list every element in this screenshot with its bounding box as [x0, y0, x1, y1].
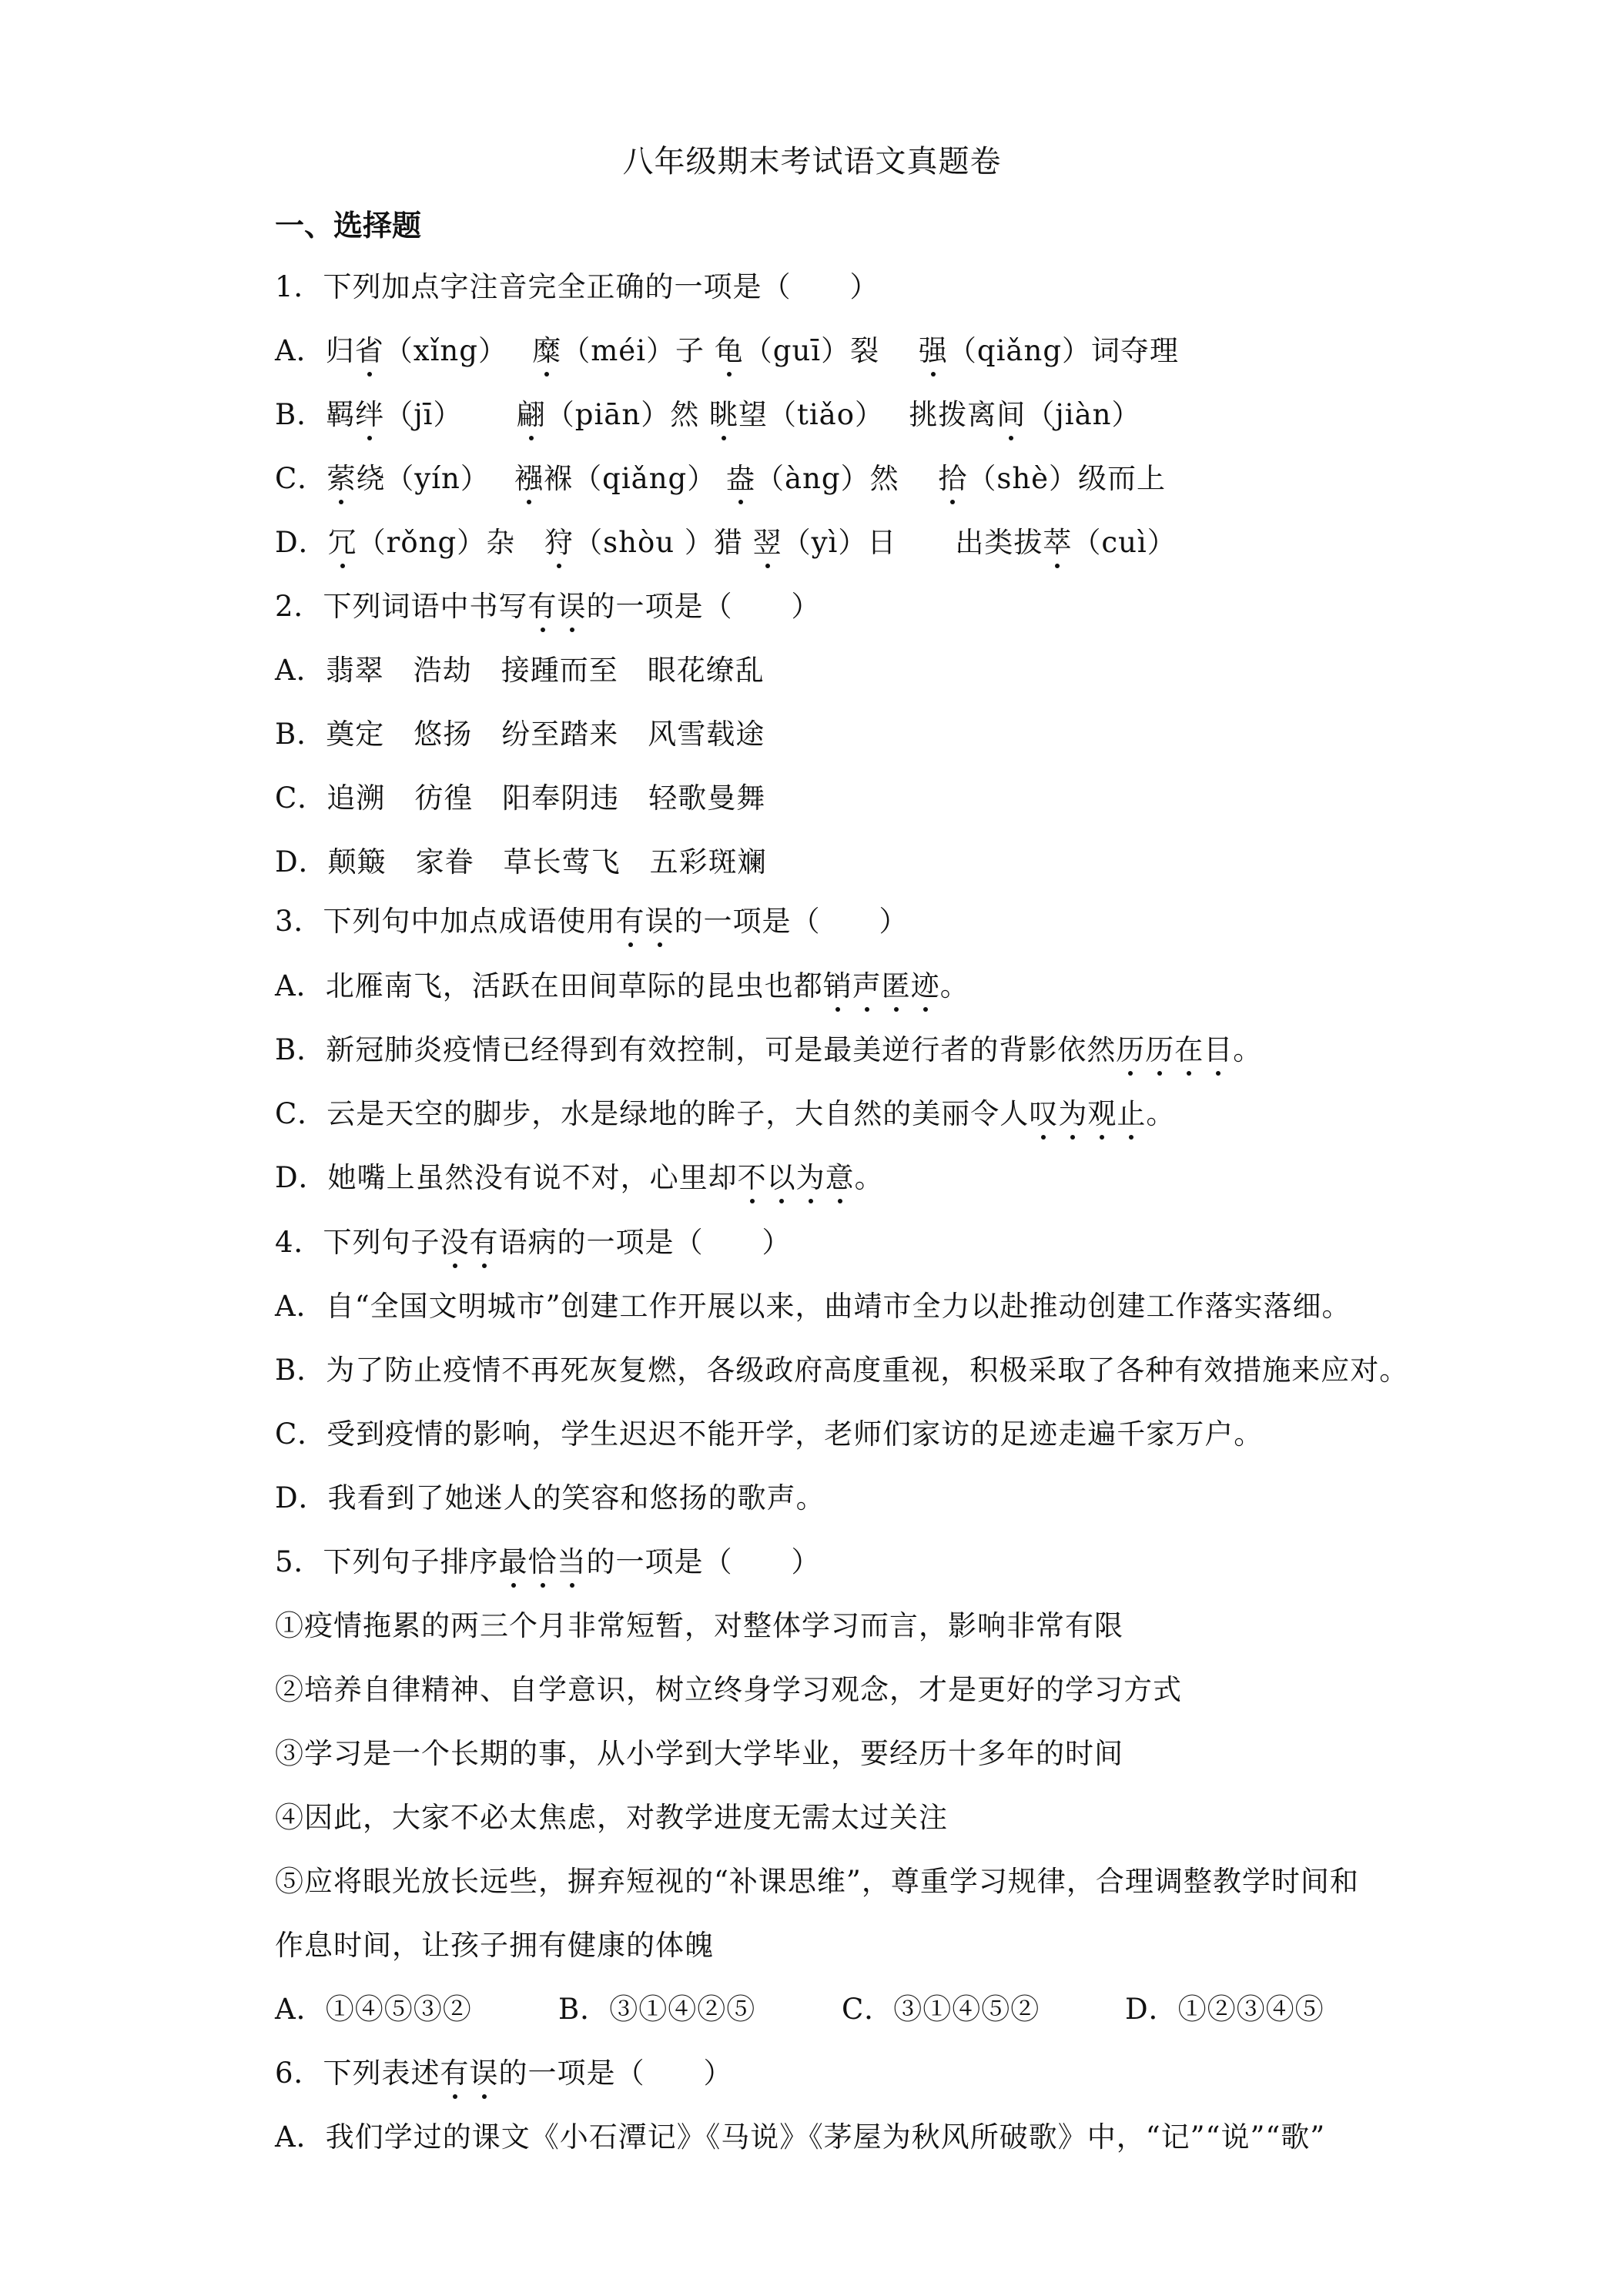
dotted-char: 以	[767, 1154, 796, 1196]
text: 2．下列词语中书写	[275, 590, 528, 623]
text: （cuì）	[1072, 526, 1177, 559]
dotted-char: 声	[852, 962, 882, 1004]
section-heading: 一、选择题	[275, 208, 422, 243]
question-4-stem	[275, 1219, 792, 1260]
text: 。	[854, 1161, 884, 1194]
text: （xǐng）	[383, 334, 533, 367]
question-3-option-a	[275, 962, 969, 1004]
dotted-char: 强	[919, 327, 948, 369]
dotted-char: 拾	[938, 455, 967, 497]
question-5-sentence-4: ④因此，大家不必太焦虑，对教学进度无需太过关注	[275, 1801, 948, 1834]
dotted-char: 萃	[1043, 519, 1072, 561]
question-5-sentence-3: ③学习是一个长期的事，从小学到大学毕业，要经历十多年的时间	[275, 1737, 1123, 1770]
question-4-option-b: B．为了防止疫情不再死灰复燃，各级政府高度重视，积极采取了各种有效措施来应对。	[275, 1354, 1409, 1387]
dotted-char: 在	[1174, 1026, 1204, 1068]
text: 绕（yín）	[356, 462, 515, 495]
question-1-option-b	[275, 391, 1140, 433]
dotted-char: 恰	[528, 1538, 558, 1580]
text: 。	[939, 969, 969, 1002]
dotted-char: 有	[616, 898, 645, 939]
question-2-option-b: B．奠定 悠扬 纷至踏来 风雪载途	[275, 718, 765, 751]
text: A．北雁南飞，活跃在田间草际的昆虫也都	[275, 969, 823, 1002]
question-5-sentence-2: ②培养自律精神、自学意识，树立终身学习观念，才是更好的学习方式	[275, 1673, 1182, 1706]
text: D．	[275, 526, 328, 559]
dotted-char: 目	[1204, 1026, 1233, 1068]
text: 望（tiǎo） 挑拨离	[738, 398, 997, 431]
text: 。	[1233, 1033, 1263, 1066]
question-1-option-a	[275, 327, 1179, 369]
question-3-option-d	[275, 1154, 884, 1196]
question-4-option-d: D．我看到了她迷人的笑容和悠扬的歌声。	[275, 1481, 825, 1514]
text: （qiǎng）词夺理	[947, 334, 1179, 367]
dotted-char: 省	[355, 327, 384, 369]
question-5-stem	[275, 1538, 821, 1580]
dotted-char: 止	[1117, 1090, 1146, 1132]
question-3-stem	[275, 898, 909, 939]
text: 的一项是（ ）	[674, 905, 909, 938]
text: （guī）裂	[743, 334, 919, 367]
question-2-option-a: A．翡翠 浩劫 接踵而至 眼花缭乱	[275, 654, 765, 687]
dotted-char: 误	[558, 583, 587, 624]
dotted-char: 为	[1058, 1090, 1087, 1132]
page-title: 八年级期末考试语文真题卷	[622, 144, 1002, 179]
text: （méi）子	[561, 334, 715, 367]
text: 的一项是（ ）	[586, 1545, 821, 1578]
text: （jī）	[384, 398, 517, 431]
dotted-char: 当	[558, 1538, 587, 1580]
dotted-char: 糜	[532, 327, 561, 369]
dotted-char: 有	[440, 2050, 470, 2091]
question-5-option-c: C．③①④⑤②	[842, 1993, 1040, 2026]
text: （shòu ）猎	[574, 526, 753, 559]
text: B．新冠肺炎疫情已经得到有效控制，可是最美逆行者的背影依然	[275, 1033, 1117, 1066]
dotted-char: 历	[1116, 1026, 1145, 1068]
question-2-option-d: D．颠簸 家眷 草长莺飞 五彩斑斓	[275, 845, 767, 879]
question-2-option-c: C．追溯 彷徨 阳奉阴违 轻歌曼舞	[275, 782, 766, 815]
dotted-char: 叹	[1029, 1090, 1058, 1132]
question-5-option-d: D．①②③④⑤	[1125, 1993, 1324, 2026]
dotted-char: 迹	[911, 962, 940, 1004]
question-5-option-a: A．①④⑤③②	[275, 1993, 472, 2026]
text: B．羁	[275, 398, 356, 431]
question-6-option-a: A．我们学过的课文《小石潭记》《马说》《茅屋为秋风所破歌》中，“记”“说”“歌”	[275, 2120, 1326, 2154]
question-3-option-c	[275, 1090, 1175, 1132]
dotted-char: 冗	[328, 519, 357, 561]
dotted-idiom	[738, 1161, 855, 1194]
question-1-option-c	[275, 455, 1166, 497]
dotted-char: 误	[470, 2050, 499, 2091]
dotted-idiom	[1116, 1033, 1233, 1066]
dotted-char: 观	[1087, 1090, 1117, 1132]
text: 的一项是（ ）	[498, 2057, 733, 2090]
dotted-char: 绊	[355, 391, 384, 433]
dotted-char: 眺	[709, 391, 738, 433]
dotted-char: 有	[470, 1219, 499, 1260]
dotted-char: 匿	[882, 962, 911, 1004]
dotted-char: 意	[825, 1154, 855, 1196]
dotted-char: 误	[645, 898, 675, 939]
question-1-option-d	[275, 519, 1177, 561]
dotted-char: 翌	[753, 519, 782, 561]
text: （àng）然	[755, 462, 939, 495]
question-5-option-b: B．③①④②⑤	[558, 1993, 756, 2026]
text: （rǒng）杂	[357, 526, 545, 559]
dotted-char: 有	[528, 583, 558, 624]
dotted-char: 龟	[715, 327, 744, 369]
text: C．云是天空的脚步，水是绿地的眸子，大自然的美丽令人	[275, 1097, 1030, 1130]
dotted-char: 狩	[544, 519, 574, 561]
question-1-stem: 1．下列加点字注音完全正确的一项是（ ）	[275, 270, 879, 303]
text: 褓（qiǎng）	[544, 462, 726, 495]
dotted-char: 襁	[514, 455, 544, 497]
dotted-idiom	[1029, 1097, 1146, 1130]
question-4-option-c: C．受到疫情的影响，学生迟迟不能开学，老师们家访的足迹走遍千家万户。	[275, 1417, 1264, 1451]
dotted-char: 为	[796, 1154, 825, 1196]
text: （piān）然	[545, 398, 709, 431]
question-4-option-a: A．自“全国文明城市”创建工作开展以来，曲靖市全力以赴推动创建工作落实落细。	[275, 1290, 1351, 1323]
text: （shè）级而上	[967, 462, 1167, 495]
dotted-idiom	[823, 969, 940, 1002]
dotted-char: 没	[440, 1219, 470, 1260]
question-5-sentence-5-cont: 作息时间，让孩子拥有健康的体魄	[275, 1929, 714, 1962]
text: 5．下列句子排序	[275, 1545, 499, 1578]
question-2-stem	[275, 583, 821, 624]
text: C．	[275, 462, 327, 495]
question-5-sentence-5: ⑤应将眼光放长远些，摒弃短视的“补课思维”，尊重学习规律，合理调整教学时间和	[275, 1865, 1359, 1898]
question-5-sentence-1: ①疫情拖累的两三个月非常短暂，对整体学习而言，影响非常有限	[275, 1609, 1123, 1642]
text: 语病的一项是（ ）	[498, 1226, 792, 1259]
dotted-char: 盎	[726, 455, 755, 497]
text: 的一项是（ ）	[586, 590, 821, 623]
text: （jiàn）	[1026, 398, 1141, 431]
text: A．归	[275, 334, 355, 367]
dotted-char: 翩	[517, 391, 546, 433]
text: 3．下列句中加点成语使用	[275, 905, 616, 938]
text: （yì）日 出类拔	[782, 526, 1043, 559]
text: D．她嘴上虽然没有说不对，心里却	[275, 1161, 738, 1194]
dotted-char: 不	[738, 1154, 767, 1196]
text: 6．下列表述	[275, 2057, 440, 2090]
question-6-stem	[275, 2050, 733, 2091]
dotted-char: 销	[823, 962, 852, 1004]
question-3-option-b	[275, 1026, 1262, 1068]
text: 4．下列句子	[275, 1226, 440, 1259]
dotted-char: 最	[499, 1538, 528, 1580]
dotted-char: 萦	[326, 455, 356, 497]
dotted-char: 间	[996, 391, 1026, 433]
dotted-char: 历	[1145, 1026, 1174, 1068]
text: 。	[1146, 1097, 1176, 1130]
